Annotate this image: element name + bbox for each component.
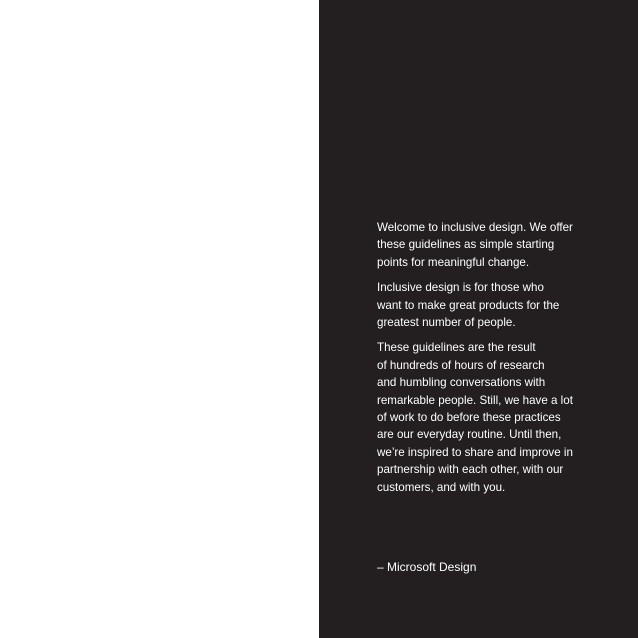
intro-paragraph-purpose: Inclusive design is for those who want to make great products for the greatest number of people. bbox=[377, 281, 560, 330]
signature: – Microsoft Design bbox=[377, 560, 477, 574]
intro-paragraph-welcome: Welcome to inclusive design. We offer these guidelines as simple starting points for meaningful change. bbox=[377, 221, 573, 269]
intro-text-block bbox=[377, 219, 617, 504]
intro-paragraph-guidelines: These guidelines are the result of hundreds of hours of research and humbling conversations with remarkable people. Still, we have a lot of work to do before these practices are our everyday routine. Until then, we’re inspired to share and improve in partnership with each other, with our customers, and with you. bbox=[377, 341, 573, 494]
